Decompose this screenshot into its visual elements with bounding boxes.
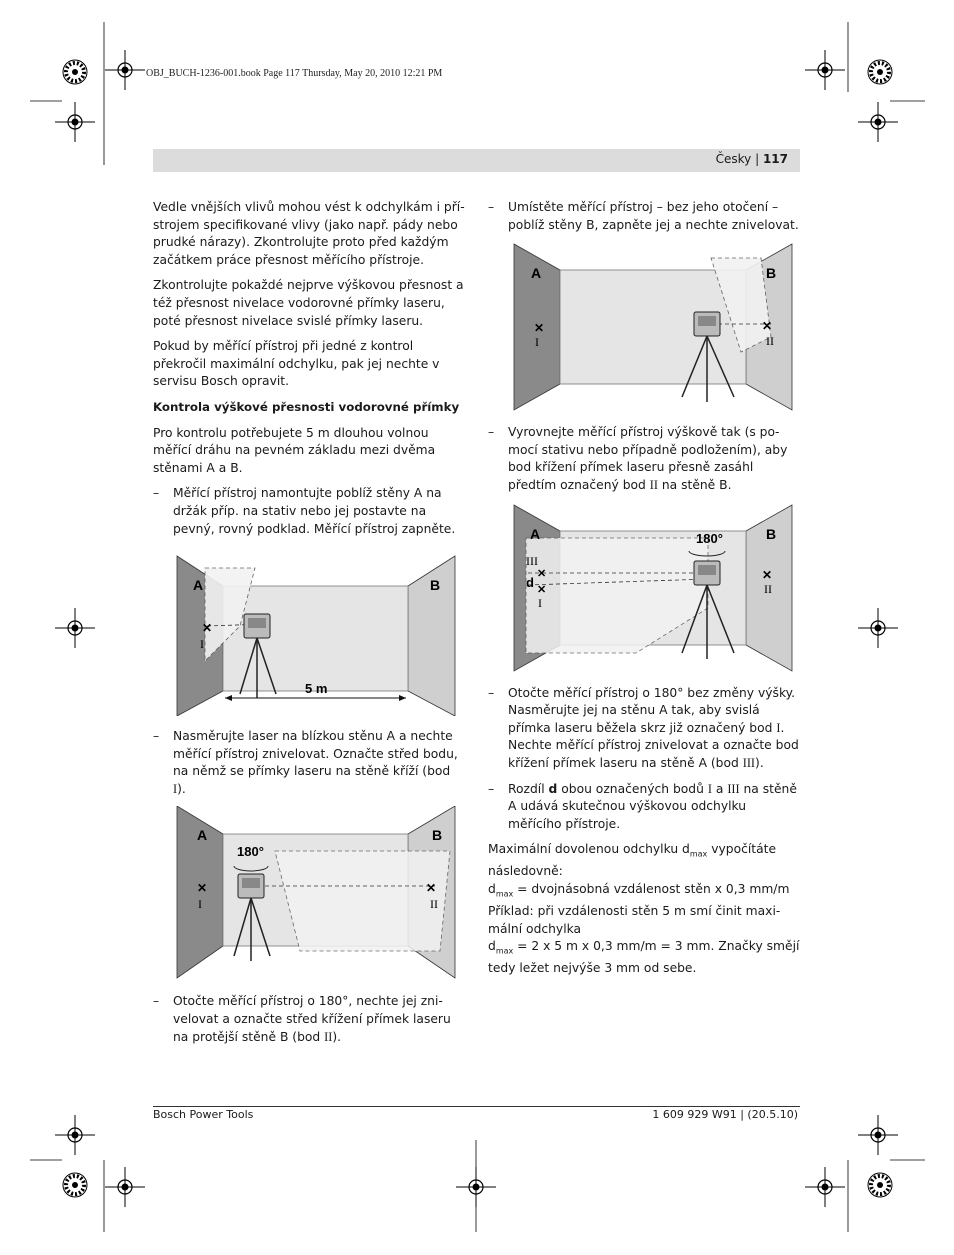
max-deviation-intro: [488, 841, 800, 881]
point-ii-label: II: [766, 334, 774, 349]
point-i-label: I: [200, 637, 204, 652]
step-text-part: na stěně B.: [657, 477, 732, 492]
figure-setup-near-wall-a: [150, 546, 462, 716]
step-mark-wall-b: [153, 993, 465, 1046]
list-dash: –: [488, 425, 495, 440]
step-mark-wall-a: [153, 728, 465, 798]
figure-rotate-180-wall-a: [486, 503, 798, 673]
wall-b-label: B: [766, 525, 777, 542]
step-text-part: ).: [177, 781, 186, 796]
right-column: [488, 199, 800, 978]
text-part: vypočítáte následovně:: [488, 842, 777, 879]
step-text: [508, 782, 797, 831]
wall-b-label: B: [432, 827, 443, 844]
list-dash: –: [153, 729, 160, 744]
point-ii-mark: ✕: [426, 881, 437, 896]
subscript: max: [495, 889, 514, 899]
difference-symbol: d: [548, 781, 558, 796]
figure-device-near-wall-b: [486, 242, 798, 412]
point-i-mark: ✕: [534, 321, 545, 336]
point-ref: II: [324, 1029, 333, 1044]
max-deviation-formula: [488, 881, 800, 903]
point-ii-label: II: [430, 897, 438, 912]
point-i-label: I: [538, 595, 542, 610]
point-ref: I: [707, 781, 712, 796]
wall-b-label: B: [766, 265, 777, 282]
point-ref: I: [173, 781, 178, 796]
step-mount: [153, 485, 465, 538]
text-part: d: [488, 881, 496, 896]
point-i-label: I: [198, 897, 202, 912]
point-ref: II: [649, 477, 658, 492]
figure-rotate-180-wall-b: [150, 806, 462, 981]
paragraph-service: Pokud by měřící přístroj při jedné z kontrol překročil maximální odchylku, pak jej nechte v servisu Bosch opravit.: [153, 339, 440, 389]
step-text: Měřící přístroj namontujte poblíž stěny A na držák příp. na stativ nebo jej postavte na pevný, rovný podklad. Měřící přístroj zapněte.: [173, 486, 456, 536]
text-part: = dvojnásobná vzdálenost stěn x 0,3 mm/m: [513, 881, 790, 896]
step-text-part: Nasměrujte laser na blízkou stěnu A a nechte měřící přístroj znivelovat. Označte střed bodu, na němž se přímky laseru na stěně kříží (bod: [173, 729, 458, 779]
header-separator: |: [755, 152, 760, 166]
point-ref: I: [776, 720, 781, 735]
step-text-part: ).: [755, 755, 764, 770]
point-iii-mark: ✕: [537, 567, 547, 580]
step-text: [508, 686, 799, 770]
page-header-band: [153, 149, 800, 172]
point-iii-label: III: [526, 553, 538, 568]
subscript: max: [495, 946, 514, 956]
point-i-label: I: [535, 335, 539, 350]
list-dash: –: [488, 685, 495, 700]
wall-a-label: A: [197, 827, 208, 844]
page-number: 117: [762, 152, 788, 166]
example-calculation: [488, 938, 800, 978]
step-text: Umístěte měřící přístroj – bez jeho otočení – poblíž stěny B, zapněte jej a nechte znivelovat.: [508, 200, 799, 232]
footer-brand: Bosch Power Tools: [153, 1108, 254, 1121]
point-ref: III: [742, 755, 756, 770]
step-text: [508, 425, 787, 492]
point-ii-label: II: [764, 581, 772, 596]
paragraph-requirements: Pro kontrolu potřebujete 5 m dlouhou volnou měřící dráhu na pevném základu mezi dvěma stěnami A a B.: [153, 425, 436, 475]
print-slug: OBJ_BUCH-1236-001.book Page 117 Thursday, May 20, 2010 12:21 PM: [146, 68, 443, 79]
step-text-part: Otočte měřící přístroj o 180°, nechte jej znivelovat a označte střed křížení přímek laseru na protější stěně B (bod: [173, 994, 451, 1044]
point-ii-mark: ✕: [762, 567, 773, 582]
step-text-part: Vyrovnejte měřící přístroj výškově tak (s pomocí stativu nebo případně podložením), aby bod křížení přímek laseru přesně zasáhl předtím označený bod: [508, 425, 788, 492]
left-column: [153, 199, 465, 1054]
step-text-part: . Nechte měřící přístroj znivelovat a označte bod křížení přímek laseru na stěně A (bod: [508, 720, 799, 770]
paragraph-external-influences: Vedle vnějších vlivů mohou vést k odchylkám i přístrojem specifikované vlivy (jako např. pády nebo prudké nárazy). Zkontrolujte proto před každým začátkem práce přesnost měřícího přístroje.: [153, 200, 465, 267]
section-heading: Kontrola výškové přesnosti vodorovné přímky: [153, 399, 460, 414]
rotation-label: 180°: [696, 530, 723, 546]
list-dash: –: [153, 486, 160, 501]
step-move-to-wall-b: [488, 199, 800, 234]
point-ii-mark: ✕: [762, 319, 773, 334]
footer-docnumber: 1 609 929 W91 | (20.5.10): [652, 1108, 798, 1121]
list-dash: –: [153, 994, 160, 1009]
wall-b-label: B: [430, 577, 441, 594]
text-part: Maximální dovolenou odchylku d: [488, 842, 690, 857]
step-text-part: ).: [332, 1029, 342, 1044]
step-text-part: Rozdíl: [508, 781, 549, 796]
step-mark-wall-a-again: [488, 685, 800, 773]
list-dash: –: [488, 200, 495, 214]
text-part: d: [488, 939, 496, 954]
step-text-part: a: [715, 781, 724, 796]
subscript: max: [689, 849, 708, 859]
rotation-label: 180°: [237, 844, 264, 860]
wall-a-label: A: [531, 265, 542, 282]
point-ref: III: [727, 781, 740, 796]
step-text: [173, 994, 451, 1043]
paragraph-check-order: Zkontrolujte pokaždé nejprve výškovou přesnost a též přesnost nivelace vodorovné přímky laseru, poté přesnost nivelace svislé přímky laseru.: [153, 278, 464, 328]
step-text-part: obou označených bodů: [557, 781, 708, 796]
list-dash: –: [488, 781, 495, 796]
text-part: = 2 x 5 m x 0,3 mm/m = 3 mm. Značky smějí tedy ležet nejvýše 3 mm od sebe.: [488, 939, 800, 976]
example-text: Příklad: při vzdálenosti stěn 5 m smí činit maximální odchylka: [488, 904, 781, 936]
point-i-mark: ✕: [197, 881, 208, 896]
page-header: [716, 152, 788, 166]
step-align-height: [488, 424, 800, 494]
wall-a-label: A: [530, 525, 541, 542]
difference-label: d: [526, 574, 534, 590]
step-text-part: Otočte měřící přístroj o 180° bez změny výšky. Nasměrujte jej na stěnu A tak, aby svislá přímka laseru běžela skrz již označený bod: [508, 685, 796, 735]
step-difference: [488, 781, 800, 834]
step-text: [173, 729, 458, 796]
language-label: Česky: [715, 152, 752, 166]
point-i-mark: ✕: [202, 621, 213, 636]
step-text-part: na stěně A udává skutečnou výškovou odchylku měřícího přístroje.: [508, 781, 797, 831]
distance-label: 5 m: [305, 681, 328, 697]
wall-a-label: A: [193, 577, 204, 594]
point-i-mark: ✕: [537, 583, 547, 596]
footer-rule: [153, 1106, 800, 1107]
